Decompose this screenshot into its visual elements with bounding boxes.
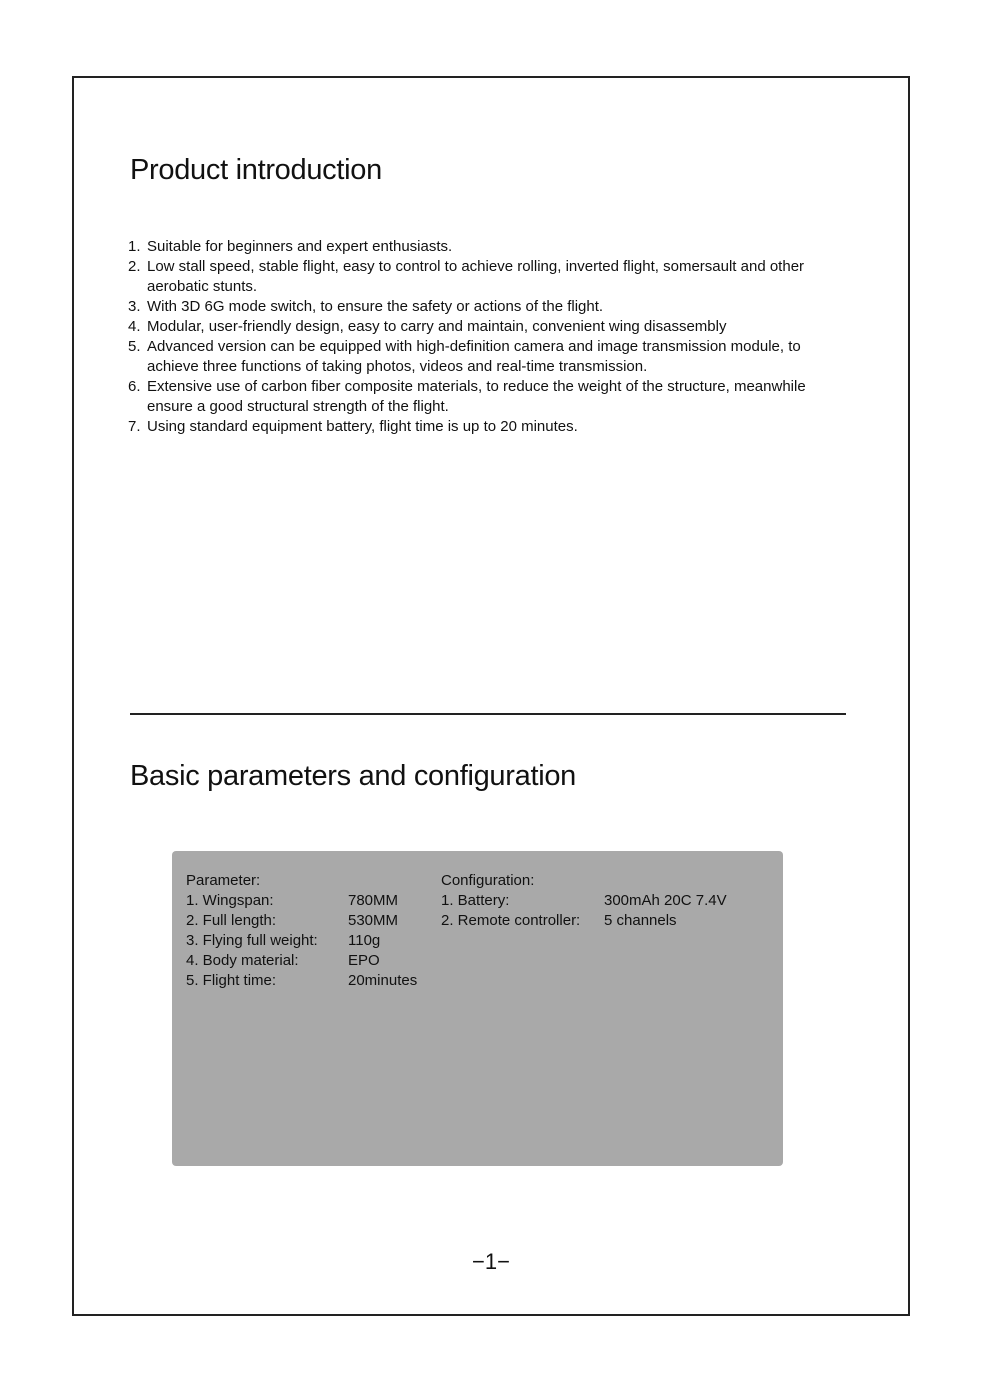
- list-item: [128, 317, 828, 337]
- item-number: 1.: [128, 238, 141, 255]
- item-number: 3.: [128, 298, 141, 315]
- page-number: −1−: [472, 1249, 510, 1274]
- spec-value: 110g: [348, 932, 381, 949]
- parameter-column: [186, 871, 436, 991]
- config-label: 1. Battery:: [441, 892, 510, 909]
- list-item: [128, 237, 828, 257]
- spec-row: [186, 891, 436, 911]
- spec-row: [186, 971, 436, 991]
- item-number: 5.: [128, 338, 141, 355]
- section-divider: [130, 713, 846, 715]
- spec-value: EPO: [348, 952, 380, 969]
- item-text: Extensive use of carbon fiber composite materials, to reduce the weight of the structure, meanwhile ensure a good structural strength of the flight.: [147, 378, 806, 415]
- spec-label: 4. Body material:: [186, 952, 299, 969]
- item-text: Modular, user-friendly design, easy to carry and maintain, convenient wing disassembly: [147, 318, 727, 335]
- config-row: [441, 911, 771, 931]
- product-introduction-title: Product introduction: [130, 154, 382, 186]
- spec-row: [186, 931, 436, 951]
- parameter-header: Parameter:: [186, 872, 261, 889]
- item-text: Advanced version can be equipped with high-definition camera and image transmission module, to achieve three functions of taking photos, videos and real-time transmission.: [147, 338, 801, 375]
- parameter-header-row: [186, 871, 436, 891]
- spec-label: 1. Wingspan:: [186, 892, 274, 909]
- spec-label: 3. Flying full weight:: [186, 932, 318, 949]
- item-text: Low stall speed, stable flight, easy to control to achieve rolling, inverted flight, somersault and other aerobatic stunts.: [147, 258, 805, 295]
- list-item: [128, 257, 828, 297]
- spec-label: 5. Flight time:: [186, 972, 277, 989]
- item-number: 7.: [128, 418, 141, 435]
- item-text: With 3D 6G mode switch, to ensure the safety or actions of the flight.: [147, 298, 604, 315]
- list-item: [128, 377, 828, 417]
- basic-parameters-title: Basic parameters and configuration: [130, 760, 576, 792]
- configuration-header: Configuration:: [441, 872, 535, 889]
- spec-value: 780MM: [348, 892, 399, 909]
- item-number: 2.: [128, 258, 141, 275]
- spec-row: [186, 951, 436, 971]
- spec-value: 20minutes: [348, 972, 418, 989]
- config-row: [441, 891, 771, 911]
- spec-panel: [172, 851, 783, 1166]
- spec-label: 2. Full length:: [186, 912, 277, 929]
- config-value: 300mAh 20C 7.4V: [604, 892, 727, 909]
- config-value: 5 channels: [604, 912, 677, 929]
- configuration-column: [441, 871, 771, 931]
- intro-list: [128, 237, 828, 437]
- config-label: 2. Remote controller:: [441, 912, 581, 929]
- configuration-header-row: [441, 871, 771, 891]
- list-item: [128, 417, 828, 437]
- spec-row: [186, 911, 436, 931]
- spec-value: 530MM: [348, 912, 399, 929]
- item-text: Suitable for beginners and expert enthusiasts.: [147, 238, 453, 255]
- item-number: 4.: [128, 318, 141, 335]
- item-text: Using standard equipment battery, flight time is up to 20 minutes.: [147, 418, 578, 435]
- item-number: 6.: [128, 378, 141, 395]
- list-item: [128, 297, 828, 317]
- list-item: [128, 337, 828, 377]
